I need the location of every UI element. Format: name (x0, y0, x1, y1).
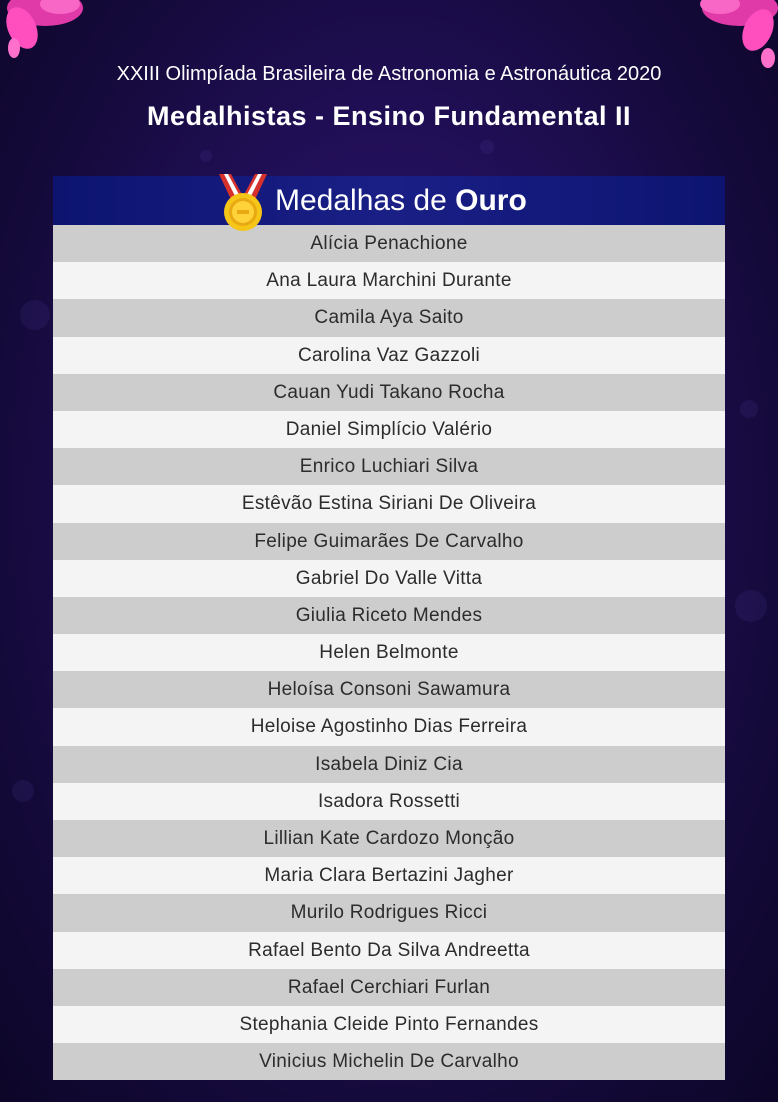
bokeh-decoration (480, 140, 494, 154)
list-item: Isadora Rossetti (53, 783, 725, 820)
list-item: Carolina Vaz Gazzoli (53, 337, 725, 374)
medalist-list (53, 225, 725, 1080)
list-item: Lillian Kate Cardozo Monção (53, 820, 725, 857)
list-item: Heloísa Consoni Sawamura (53, 671, 725, 708)
list-item: Rafael Cerchiari Furlan (53, 969, 725, 1006)
list-item: Maria Clara Bertazini Jagher (53, 857, 725, 894)
list-item: Cauan Yudi Takano Rocha (53, 374, 725, 411)
bokeh-decoration (735, 590, 767, 622)
list-item: Murilo Rodrigues Ricci (53, 894, 725, 931)
bokeh-decoration (12, 780, 34, 802)
bokeh-decoration (20, 300, 50, 330)
banner-title (275, 176, 527, 225)
bokeh-decoration (200, 150, 212, 162)
list-item: Vinicius Michelin De Carvalho (53, 1043, 725, 1080)
list-item: Felipe Guimarães De Carvalho (53, 523, 725, 560)
olympiad-title: XXIII Olimpíada Brasileira de Astronomia e Astronáutica 2020 (116, 63, 662, 85)
list-item: Gabriel Do Valle Vitta (53, 560, 725, 597)
list-item: Camila Aya Saito (53, 299, 725, 336)
medal-category-banner (53, 176, 725, 225)
list-item: Isabela Diniz Cia (53, 746, 725, 783)
list-item: Ana Laura Marchini Durante (53, 262, 725, 299)
list-item: Helen Belmonte (53, 634, 725, 671)
medalist-panel (53, 176, 725, 1080)
list-item: Alícia Penachione (53, 225, 725, 262)
list-item: Estêvão Estina Siriani De Oliveira (53, 485, 725, 522)
list-item: Daniel Simplício Valério (53, 411, 725, 448)
list-item: Rafael Bento Da Silva Andreetta (53, 932, 725, 969)
list-item: Heloise Agostinho Dias Ferreira (53, 708, 725, 745)
banner-prefix: Medalhas de (275, 184, 456, 217)
bokeh-decoration (740, 400, 758, 418)
list-item: Stephania Cleide Pinto Fernandes (53, 1006, 725, 1043)
page-title: Medalhistas - Ensino Fundamental II (146, 101, 632, 131)
list-item: Enrico Luchiari Silva (53, 448, 725, 485)
banner-highlight: Ouro (455, 184, 527, 217)
list-item: Giulia Riceto Mendes (53, 597, 725, 634)
gold-medal-icon (213, 174, 273, 232)
